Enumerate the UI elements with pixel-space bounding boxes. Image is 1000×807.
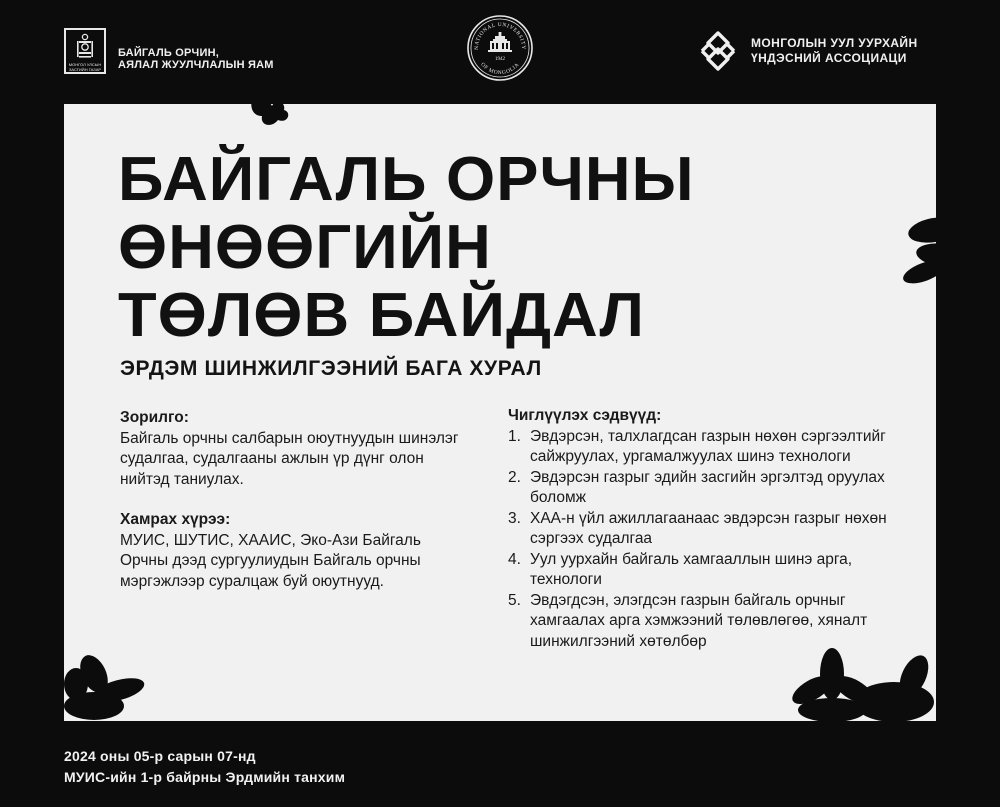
topic-number: 5. — [508, 591, 521, 609]
svg-text:OF MONGOLIA — [479, 62, 521, 76]
flower-decoration-icon — [884, 196, 1000, 292]
seal-text-bottom: OF MONGOLIA — [479, 61, 521, 77]
seal-year: 1942 — [495, 57, 505, 62]
list-item — [508, 427, 918, 468]
university-seal — [466, 14, 534, 87]
topic-text: Уул уурхайн байгаль хамгааллын шинэ арга, технологи — [530, 550, 853, 588]
university-building-icon — [488, 32, 512, 52]
topic-text: Эвдэрсэн газрыг эдийн засгийн эргэлтэд оруулах боломж — [530, 468, 885, 506]
mongolia-emblem-icon — [64, 28, 106, 74]
ministry-logo — [64, 28, 274, 74]
topic-number: 3. — [508, 509, 521, 527]
list-item — [508, 591, 918, 653]
scope-label: Хамрах хүрээ: — [120, 511, 231, 528]
association-name: МОНГОЛЫН УУЛ УУРХАЙН ҮНДЭСНИЙ АССОЦИАЦИ — [751, 36, 918, 65]
goal-label: Зорилго: — [120, 409, 189, 426]
list-item — [508, 509, 918, 550]
right-column — [508, 406, 918, 652]
flower-decoration-icon — [64, 654, 154, 722]
header — [0, 0, 1000, 100]
topic-number: 2. — [508, 468, 521, 486]
topics-list — [508, 427, 918, 653]
event-title: БАЙГАЛЬ ОРЧНЫ ӨНӨӨГИЙН ТӨЛӨВ БАЙДАЛ — [118, 145, 695, 350]
goal-text: Байгаль орчны салбарын оюутнуудын шинэлэг судалгаа, судалгааны ажлын үр дүнг олон нийтэд таниулах. — [120, 429, 459, 488]
emblem-caption: МОНГОЛ УЛСЫН ЗАСГИЙН ГАЗАР — [68, 62, 102, 72]
topic-text: Эвдэрсэн, талхлагдсан газрын нөхөн сэргээлтийг сайжруулах, ургамалжуулах шинэ технологи — [530, 427, 886, 465]
ministry-name: БАЙГАЛЬ ОРЧИН, АЯЛАЛ ЖУУЛЧЛАЛЫН ЯАМ — [118, 47, 274, 71]
soyombo-icon — [74, 33, 96, 61]
event-details — [64, 746, 345, 788]
flower-decoration-icon — [784, 646, 936, 724]
topic-text: Эвдэгдсэн, элэгдсэн газрын байгаль орчныг хамгаалах арга хэмжээний төлөвлөгөө, хяналт шинжилгээний хөтөлбөр — [530, 591, 868, 650]
flower-decoration-icon — [248, 96, 294, 130]
scope-text: МУИС, ШУТИС, ХААИС, Эко-Ази Байгаль Орчны дээд сургуулиудын Байгаль орчны мэргэжлээр суралцаж буй оюутнууд. — [120, 531, 421, 590]
topic-number: 4. — [508, 550, 521, 568]
left-column — [120, 408, 470, 592]
list-item — [508, 468, 918, 509]
list-item — [508, 550, 918, 591]
topic-text: ХАА-н үйл ажиллагаанаас эвдэрсэн газрыг нөхөн сэргээх судалгаа — [530, 509, 887, 547]
topic-number: 1. — [508, 427, 521, 445]
event-venue: МУИС-ийн 1-р байрны Эрдмийн танхим — [64, 769, 346, 785]
seal-text-top: NATIONAL UNIVERSITY — [473, 21, 527, 50]
event-subtitle: ЭРДЭМ ШИНЖИЛГЭЭНИЙ БАГА ХУРАЛ — [120, 357, 542, 380]
event-date: 2024 оны 05-р сарын 07-нд — [64, 748, 256, 764]
association-logo — [697, 30, 918, 72]
knot-icon — [697, 30, 739, 72]
topics-label: Чиглүүлэх сэдвүүд: — [508, 407, 662, 424]
